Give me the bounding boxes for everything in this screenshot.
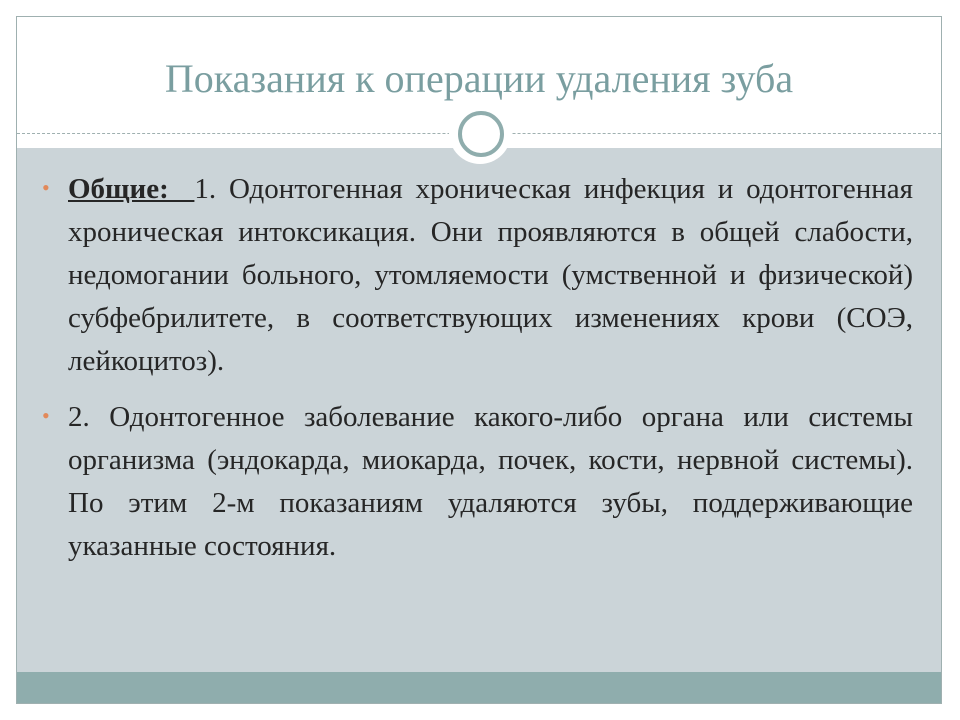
bullet-item-second bbox=[42, 396, 913, 568]
bullet-text-second: 2. Одонтогенное заболевание какого-либо органа или системы организма (эндокарда, миокарда, почек, кости, нервной системы). По этим 2-м показаниям удаляются зубы, поддерживающие указанные состояния. bbox=[68, 401, 913, 562]
bullet-item-general bbox=[42, 168, 914, 383]
bullet-text-general: 1. Одонтогенная хроническая инфекция и одонтогенная хроническая интоксикация. Они проявляются в общей слабости, недомогании больного, утомляемости (умственной и физической) субфебрилитете, в соответствующих изменениях крови (СОЭ, лейкоцитоз). bbox=[68, 173, 914, 377]
circle-ornament-icon bbox=[449, 102, 511, 164]
ring-icon bbox=[458, 111, 504, 157]
bullet-list bbox=[42, 168, 914, 581]
bullet-dot-icon: • bbox=[42, 403, 50, 428]
bullet-dot-icon: • bbox=[42, 175, 50, 200]
bullet-lead-general: Общие: bbox=[68, 173, 195, 205]
slide-title: Показания к операции удаления зуба bbox=[164, 56, 794, 101]
